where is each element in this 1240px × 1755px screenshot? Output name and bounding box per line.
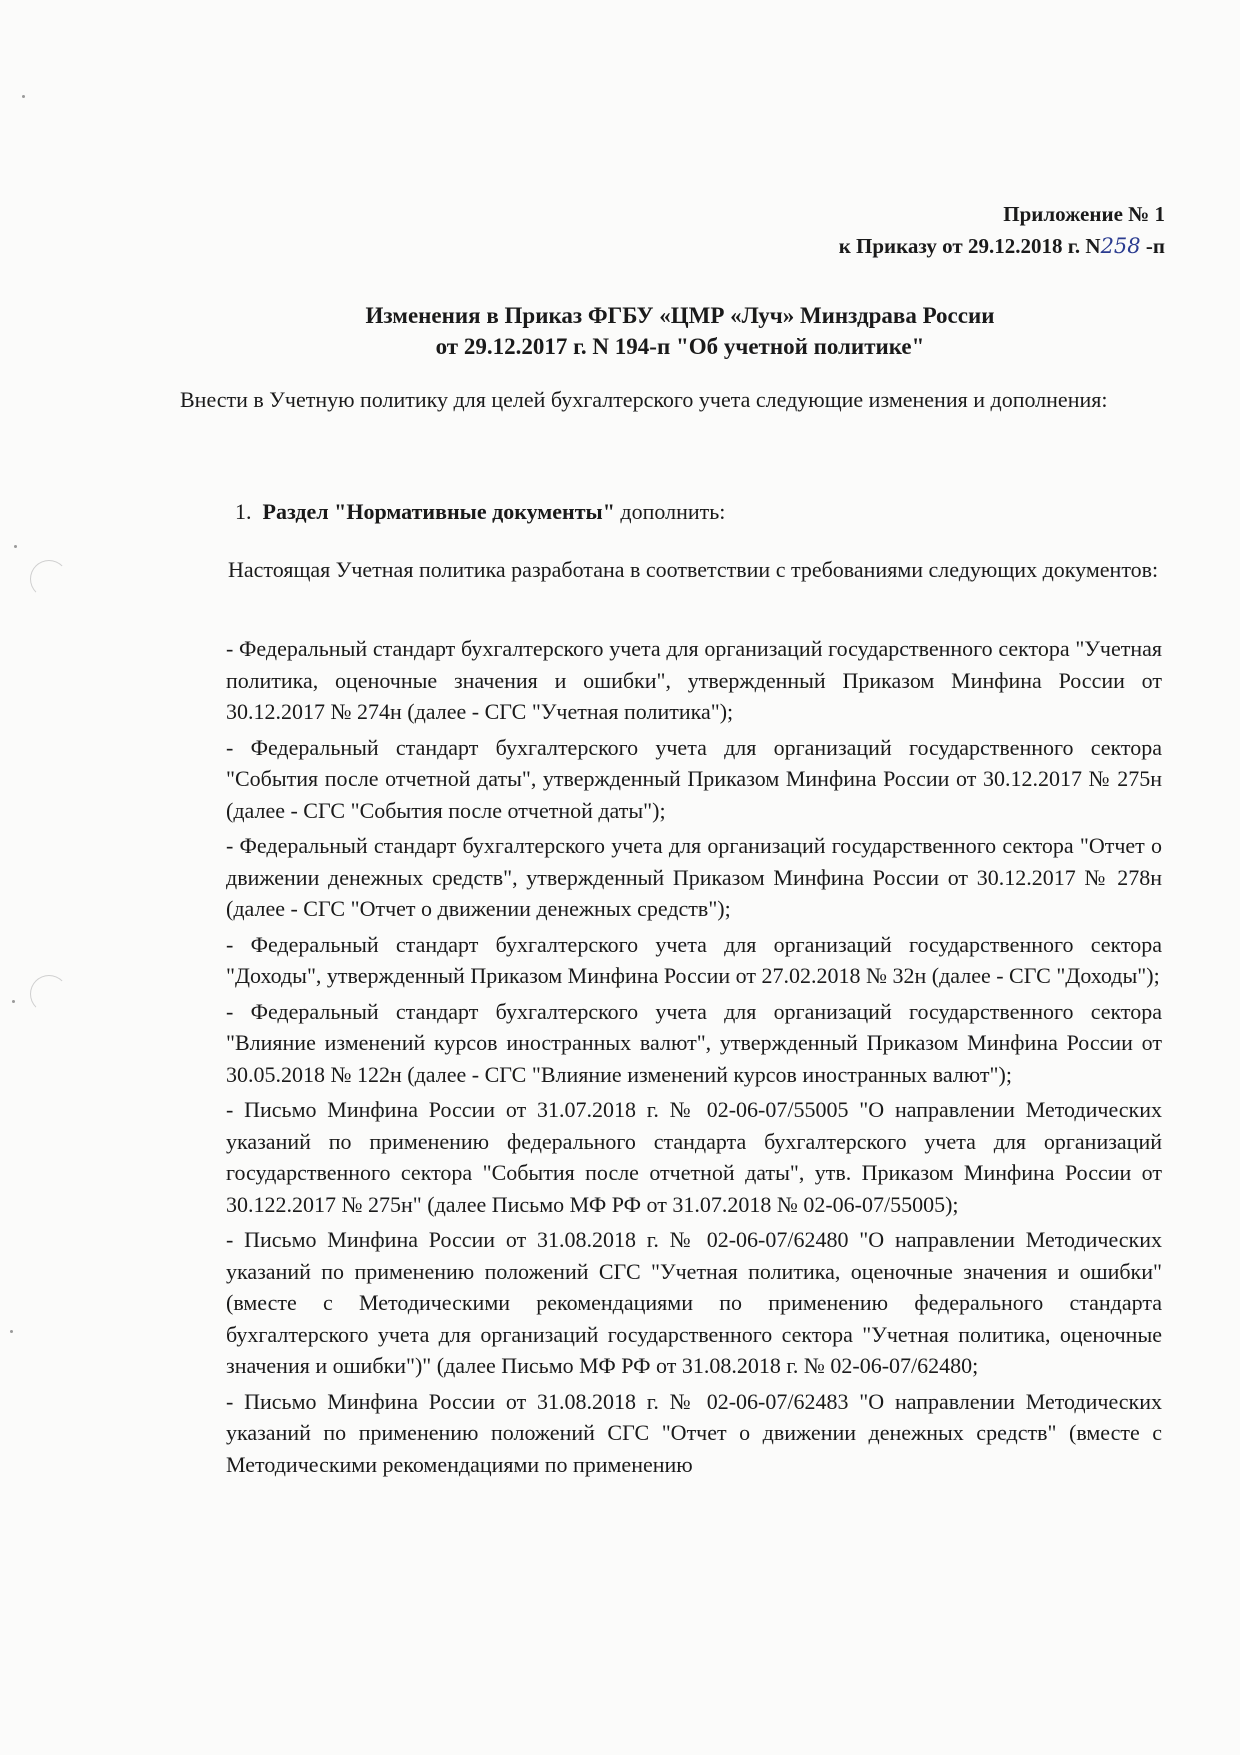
order-reference-text: к Приказу от 29.12.2018 г. N	[838, 234, 1101, 258]
list-item: - Федеральный стандарт бухгалтерского учета для организаций государственного сектора "Доходы", утвержденный Приказом Минфина России от 27.02.2018 № 32н (далее - СГС "Доходы");	[226, 931, 1162, 988]
scan-speck	[12, 1000, 15, 1003]
punch-hole-mark	[30, 560, 68, 598]
order-reference-suffix: -п	[1140, 234, 1165, 258]
lead-paragraph: Настоящая Учетная политика разработана в соответствии с требованиями следующих документов:	[228, 557, 1159, 582]
section-title-rest: дополнить:	[614, 499, 726, 524]
list-item: - Федеральный стандарт бухгалтерского учета для организаций государственного сектора "Учетная политика, оценочные значения и ошибки", утвержденный Приказом Минфина России от 30.12.2017 № 274н (далее - СГС "Учетная политика");	[226, 636, 1162, 724]
list-item: - Письмо Минфина России от 31.07.2018 г. № 02-06-07/55005 "О направлении Методических указаний по применению федерального стандарта бухгалтерского учета для организаций государственного сектора "События после отчетной даты", утв. Приказом Минфина России от 30.122.2017 № 275н" (далее Письмо МФ РФ от 31.07.2018 № 02-06-07/55005);	[226, 1097, 1162, 1217]
list-item: - Письмо Минфина России от 31.08.2018 г. № 02-06-07/62480 "О направлении Методических указаний по применению положений СГС "Учетная политика, оценочные значения и ошибки" (вместе с Методическими рекомендациями по применению федерального стандарта бухгалтерского учета для организаций государственного сектора "Учетная политика, оценочные значения и ошибки")" (далее Письмо МФ РФ от 31.08.2018 г. № 02-06-07/62480;	[226, 1227, 1162, 1378]
list-item: - Федеральный стандарт бухгалтерского учета для организаций государственного сектора "Влияние изменений курсов иностранных валют", утвержденный Приказом Минфина России от 30.05.2018 № 122н (далее - СГС "Влияние изменений курсов иностранных валют");	[226, 998, 1162, 1087]
scan-speck	[14, 545, 17, 548]
documents-list	[226, 633, 1162, 1484]
list-item: - Письмо Минфина России от 31.08.2018 г. № 02-06-07/62483 "О направлении Методических указаний по применению положений СГС "Отчет о движении денежных средств" (вместе с Методическими рекомендациями по применению	[226, 1388, 1162, 1477]
section-heading	[235, 497, 725, 527]
order-reference	[839, 230, 1165, 262]
title-line-1: Изменения в Приказ ФГБУ «ЦМР «Луч» Минздрава России	[365, 303, 995, 328]
attachment-number: Приложение № 1	[1003, 202, 1165, 226]
document-title	[180, 300, 1180, 362]
scan-speck	[10, 1330, 13, 1333]
section-number: 1.	[235, 499, 252, 524]
list-item: - Федеральный стандарт бухгалтерского учета для организаций государственного сектора "События после отчетной даты", утвержденный Приказом Минфина России от 30.12.2017 № 275н (далее - СГС "События после отчетной даты");	[226, 734, 1162, 823]
handwritten-order-number: 258	[1100, 234, 1141, 258]
list-item: - Федеральный стандарт бухгалтерского учета для организаций государственного сектора "Отчет о движении денежных средств", утвержденный Приказом Минфина России от 30.12.2017 № 278н (далее - СГС "Отчет о движении денежных средств");	[226, 833, 1162, 921]
scan-speck	[22, 95, 25, 98]
section-title: Раздел "Нормативные документы"	[262, 499, 615, 524]
intro-paragraph: Внести в Учетную политику для целей бухгалтерского учета следующие изменения и дополнения:	[180, 387, 1108, 412]
title-line-2: от 29.12.2017 г. N 194-п "Об учетной политике"	[435, 334, 925, 359]
punch-hole-mark	[30, 975, 68, 1013]
attachment-header	[839, 198, 1165, 262]
